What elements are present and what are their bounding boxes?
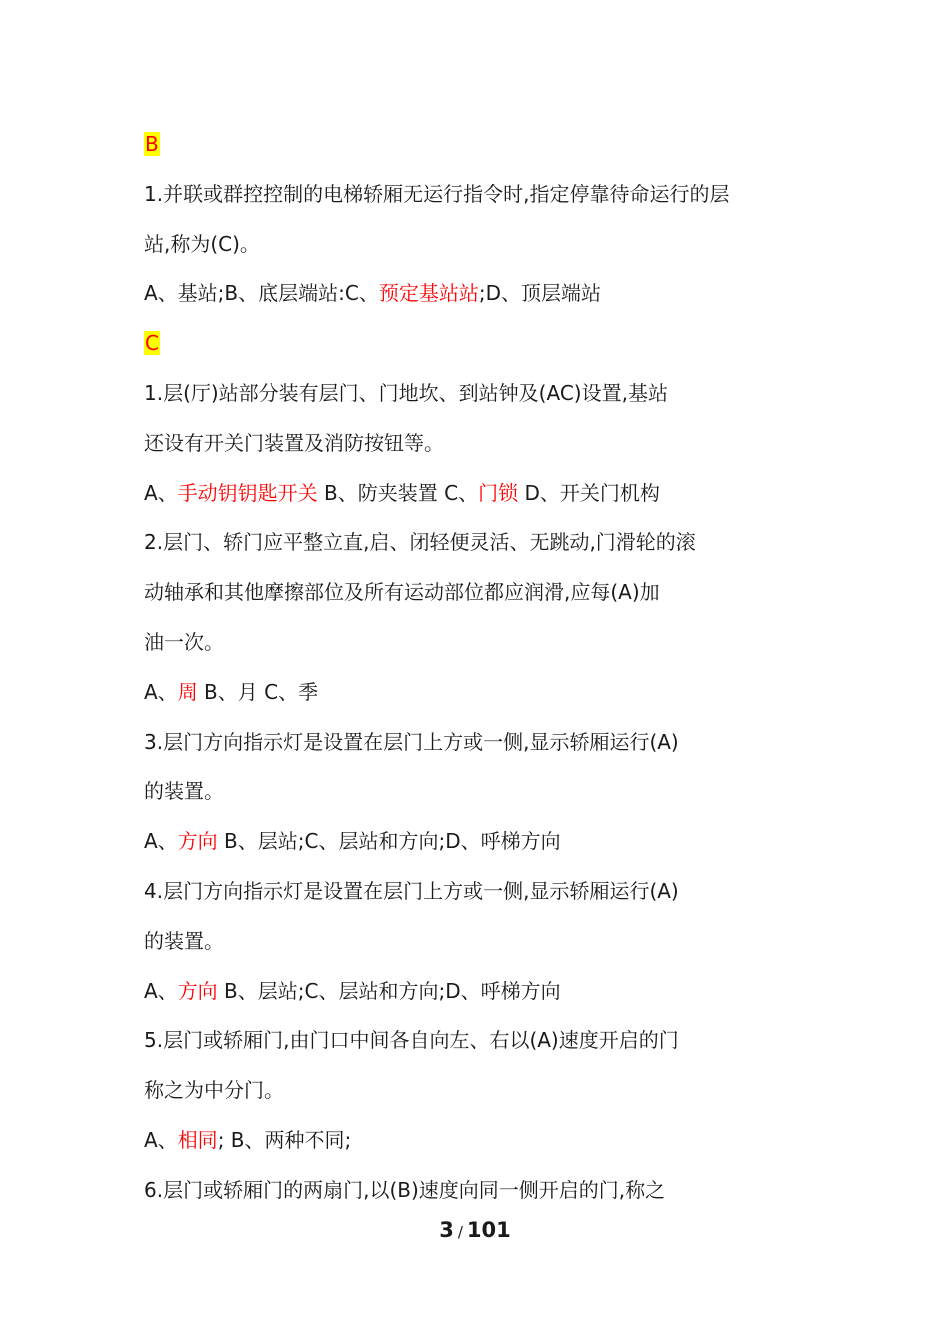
text-segment: 油一次。	[144, 629, 224, 654]
total-pages: 101	[466, 1218, 511, 1242]
text-line	[144, 518, 824, 568]
text-segment: B、层站;C、层站和方向;D、呼梯方向	[217, 978, 561, 1003]
text-segment: 称之为中分门。	[144, 1078, 284, 1103]
text-segment: 1.并联或群控控制的电梯轿厢无运行指令时,指定停靠待命运行的层	[144, 181, 730, 206]
text-line	[144, 269, 824, 319]
page-number	[0, 1218, 950, 1242]
text-line	[144, 369, 824, 419]
section-letter: B	[145, 132, 159, 156]
text-segment: D、开关门机构	[518, 480, 660, 505]
answer-highlight: 相同	[177, 1127, 218, 1152]
text-segment: A、	[144, 829, 178, 854]
current-page: 3	[439, 1218, 454, 1242]
text-line	[144, 1016, 824, 1066]
answer-highlight: 门锁	[478, 480, 519, 505]
text-segment: 4.层门方向指示灯是设置在层门上方或一侧,显示轿厢运行(A)	[144, 878, 679, 903]
text-segment: 1.层(厅)站部分装有层门、门地坎、到站钟及(AC)设置,基站	[144, 380, 668, 405]
answer-highlight: 预定基站站	[378, 281, 479, 306]
text-segment: 还设有开关门装置及消防按钮等。	[144, 430, 444, 455]
page-separator: /	[457, 1223, 463, 1241]
section-heading	[144, 319, 824, 369]
text-segment: B、层站;C、层站和方向;D、呼梯方向	[217, 829, 561, 854]
text-line	[144, 568, 824, 618]
text-segment: 3.层门方向指示灯是设置在层门上方或一侧,显示轿厢运行(A)	[144, 729, 679, 754]
text-line	[144, 469, 824, 519]
text-segment: ;D、顶层端站	[478, 281, 601, 306]
text-line	[144, 967, 824, 1017]
text-segment: A、	[144, 978, 178, 1003]
text-segment: A、基站;B、底层端站:C、	[144, 281, 379, 306]
text-line	[144, 817, 824, 867]
text-line	[144, 220, 824, 270]
text-line	[144, 917, 824, 967]
text-segment: 2.层门、轿门应平整立直,启、闭轻便灵活、无跳动,门滑轮的滚	[144, 530, 696, 555]
text-line	[144, 867, 824, 917]
text-line	[144, 668, 824, 718]
text-segment: 动轴承和其他摩擦部位及所有运动部位都应润滑,应每(A)加	[144, 580, 660, 605]
section-letter: C	[145, 331, 159, 356]
text-segment: 6.层门或轿厢门的两扇门,以(B)速度向同一侧开启的门,称之	[144, 1177, 666, 1202]
answer-highlight: 手动钥钥匙开关	[177, 480, 318, 505]
text-segment: 的装置。	[144, 779, 224, 804]
text-line	[144, 1166, 824, 1216]
text-line	[144, 618, 824, 668]
text-line	[144, 1116, 824, 1166]
text-line	[144, 718, 824, 768]
answer-highlight: 方向	[177, 978, 218, 1003]
text-line	[144, 419, 824, 469]
text-segment: 的装置。	[144, 928, 224, 953]
text-segment: B、防夹装置 C、	[317, 480, 479, 505]
text-segment: A、	[144, 679, 178, 704]
text-segment: A、	[144, 480, 178, 505]
text-segment: 站,称为(C)。	[144, 231, 260, 256]
answer-highlight: 方向	[177, 829, 218, 854]
document-content	[144, 120, 824, 1216]
text-segment: B、月 C、季	[197, 679, 319, 704]
text-segment: A、	[144, 1127, 178, 1152]
text-segment: ; B、两种不同;	[217, 1127, 352, 1152]
text-segment: 5.层门或轿厢门,由门口中间各自向左、右以(A)速度开启的门	[144, 1028, 679, 1053]
answer-highlight: 周	[177, 679, 198, 704]
text-line	[144, 767, 824, 817]
text-line	[144, 1066, 824, 1116]
text-line	[144, 170, 824, 220]
section-heading	[144, 120, 824, 170]
